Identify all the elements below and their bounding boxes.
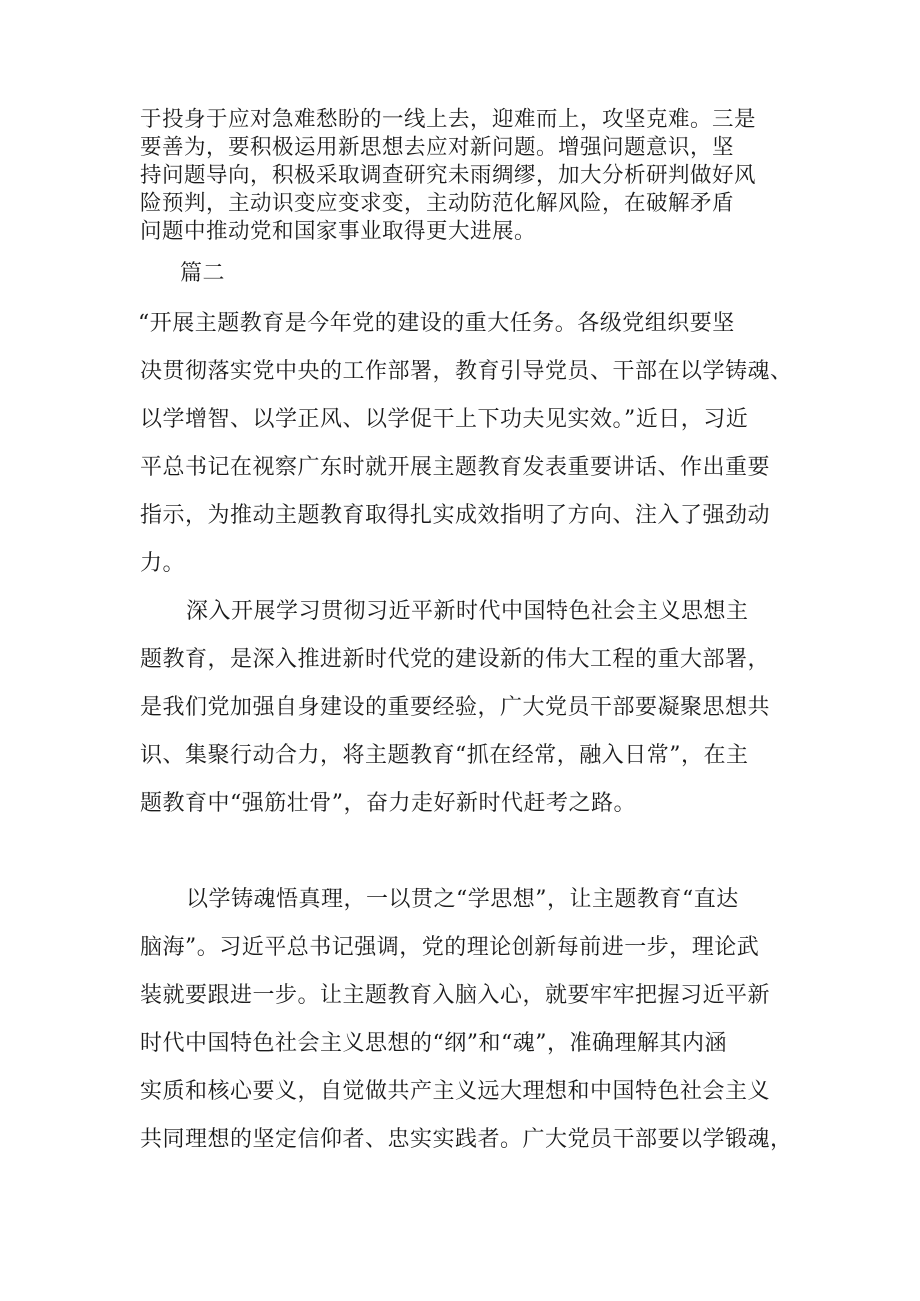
text-line: 平总书记在视察广东时就开展主题教育发表重要讲话、作出重要: [140, 455, 771, 480]
text-line: 力。: [140, 551, 186, 576]
text-line: “开展主题教育是今年党的建设的重大任务。各级党组织要坚: [138, 311, 735, 336]
text-line: 识、集聚行动合力，将主题教育“抓在经常，融入日常”，在主: [140, 743, 749, 768]
text-line: 是我们党加强自身建设的重要经验，广大党员干部要凝聚思想共: [140, 695, 771, 720]
text-line: 共同理想的坚定信仰者、忠实实践者。广大党员干部要以学锻魂，: [140, 1127, 793, 1152]
text-line: 要善为，要积极运用新思想去应对新问题。增强问题意识，坚: [140, 135, 735, 160]
text-line: 题教育，是深入推进新时代党的建设新的伟大工程的重大部署，: [140, 647, 771, 672]
text-line: 于投身于应对急难愁盼的一线上去，迎难而上，攻坚克难。三是: [140, 107, 757, 132]
text-line: 持问题导向，积极采取调查研究未雨绸缪，加大分析研判做好风: [140, 163, 757, 188]
text-line: 以学铸魂悟真理，一以贯之“学思想”，让主题教育“直达: [186, 887, 739, 912]
text-line: 实质和核心要义，自觉做共产主义远大理想和中国特色社会主义: [140, 1079, 771, 1104]
text-line: 装就要跟进一步。让主题教育入脑入心，就要牢牢把握习近平新: [140, 983, 771, 1008]
text-line: 指示，为推动主题教育取得扎实成效指明了方向、注入了强劲动: [140, 503, 771, 528]
text-line: 深入开展学习贯彻习近平新时代中国特色社会主义思想主: [186, 599, 749, 624]
text-line: 问题中推动党和国家事业取得更大进展。: [140, 219, 537, 244]
text-line: 以学增智、以学正风、以学促干上下功夫见实效。”近日，习近: [140, 407, 749, 432]
text-line: 脑海”。习近平总书记强调，党的理论创新每前进一步，理论武: [140, 935, 760, 960]
text-line: 决贯彻落实党中央的工作部署，教育引导党员、干部在以学铸魂、: [140, 359, 793, 384]
text-line: 时代中国特色社会主义思想的“纲”和“魂”，准确理解其内涵: [140, 1031, 727, 1056]
text-line: 险预判，主动识变应变求变，主动防范化解风险，在破解矛盾: [140, 191, 735, 216]
text-line: 题教育中“强筋壮骨”，奋力走好新时代赶考之路。: [140, 791, 636, 816]
section-heading: 篇二: [180, 261, 226, 286]
